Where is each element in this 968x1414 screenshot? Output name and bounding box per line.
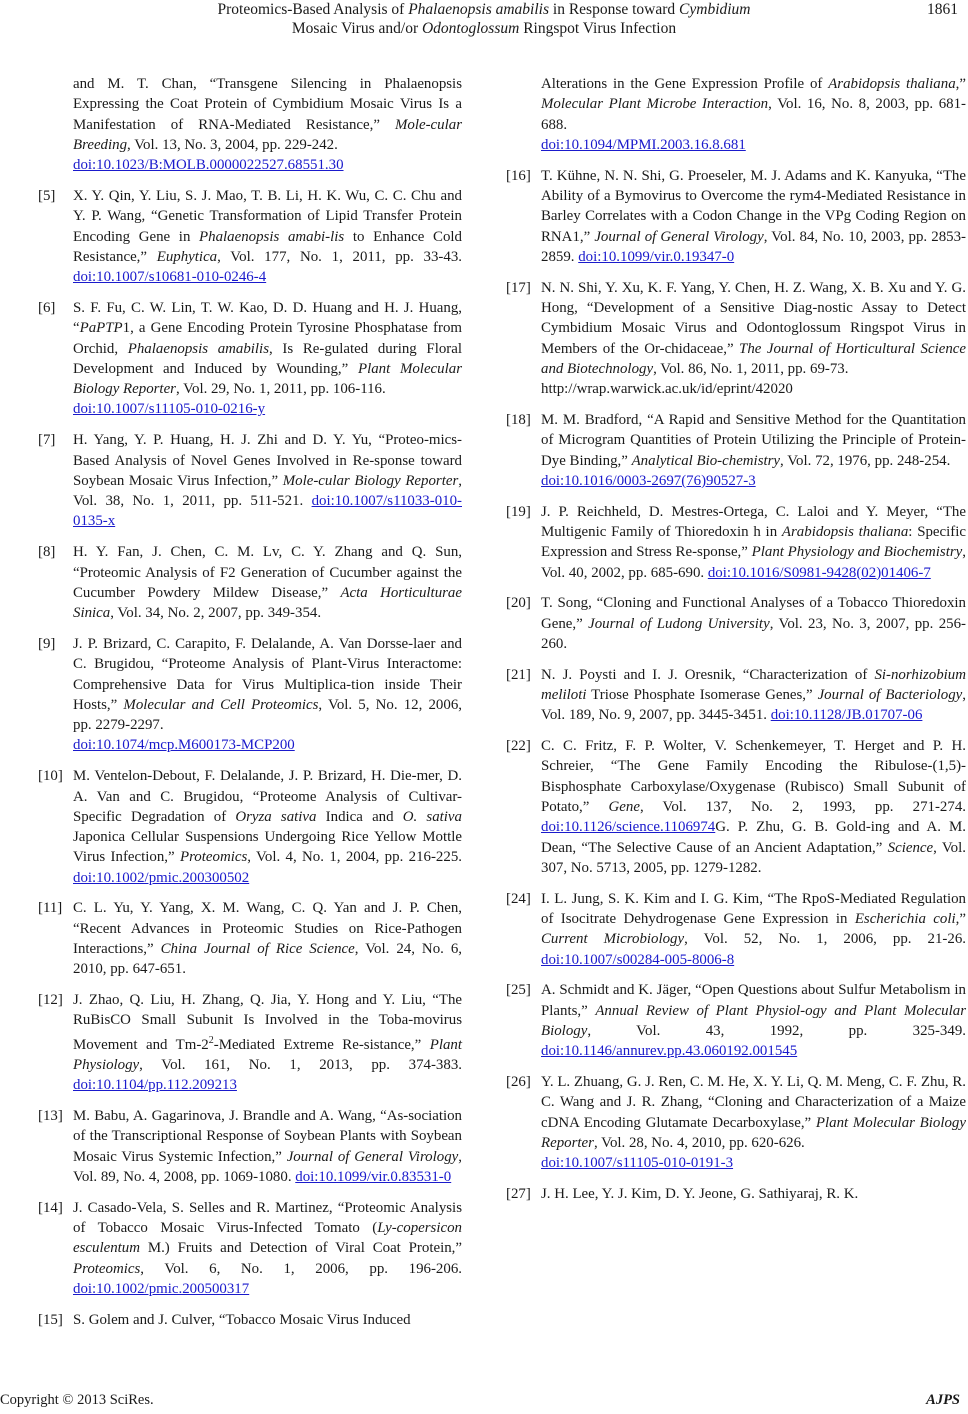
doi-link[interactable]: doi:10.1023/B:MOLB.0000022527.68551.30 xyxy=(73,157,344,174)
reference-number: [22] xyxy=(506,738,531,755)
doi-link[interactable]: doi:10.1016/0003-2697(76)90527-3 xyxy=(541,472,756,489)
reference-19: [19] J. P. Reichheld, D. Mestres-Ortega, C. Laloi and Y. Meyer, “The Multigenic Family of Thioredoxin h in Arabidopsis thaliana: Specific Expression and Stress Re-sponse,” Plant Physiology and Biochemistry, Vol. 40, 2002, pp. 685-690. doi:10.1016/S0981-9428(02)01406-7 xyxy=(506,503,966,581)
doi-link[interactable]: doi:10.1099/vir.0.83531-0 xyxy=(295,1169,452,1186)
reference-10: [10] M. Ventelon-Debout, F. Delalande, J. P. Brizard, H. Die-mer, D. A. Van and C. Brugidou, “Proteome Analysis of Cultivar-Specific Degradation of Oryza sativa Indica and O. sativa Japonica Cellular Suspensions Undergoing Rice Yellow Mottle Virus Infection,” Proteomics, Vol. 4, No. 1, 2004, pp. 216-225. doi:10.1002/pmic.200300502 xyxy=(38,768,462,886)
reference-number: [25] xyxy=(506,982,531,999)
reference-22: [22] C. C. Fritz, F. P. Wolter, V. Schenkemeyer, T. Herget and P. H. Schreier, “The Gene Family Encoding the Ribulose-(1,5)-Bisphosphate Carboxylase/Oxygenase (Rubisco) Small Subunit of Potato,” Gene, Vol. 137, No. 2, 1993, pp. 271-274. doi:10.1126/science.1106974G. P. Zhu, G. B. Gold-ing and A. M. Dean, “The Selective Cause of an Ancient Adaptation,” Science, Vol. 307, No. 5713, 2005, pp. 1279-1282. xyxy=(506,738,966,876)
reference-15: [15] S. Golem and J. Culver, “Tobacco Mosaic Virus Induced xyxy=(38,1310,462,1330)
reference-18: [18] M. M. Bradford, “A Rapid and Sensitive Method for the Quantitation of Microgram Quantities of Protein Utilizing the Principle of Protein-Dye Binding,” Analytical Bio-chemistry, Vol. 72, 1976, pp. 248-254. doi:10.1016/0003-2697(76)90527-3 xyxy=(506,411,966,489)
reference-number: [18] xyxy=(506,411,531,428)
reference-number: [6] xyxy=(38,299,56,316)
reference-number: [26] xyxy=(506,1074,531,1091)
reference-number: [14] xyxy=(38,1199,63,1216)
doi-link[interactable]: doi:10.1002/pmic.200500317 xyxy=(73,1281,250,1297)
reference-16: [16] T. Kühne, N. N. Shi, G. Proeseler, M. J. Adams and K. Kanyuka, “The Ability of a Bymovirus to Overcome the rym4-Mediated Resistance in Barley Correlates with a Codon Change in the VPg Coding Region on RNA1,” Journal of General Virology, Vol. 84, No. 10, 2003, pp. 2853-2859. doi:10.1099/vir.0.19347-0 xyxy=(506,167,966,265)
reference-8: [8] H. Y. Fan, J. Chen, C. M. Lv, C. Y. Zhang and Q. Sun, “Proteomic Analysis of F2 Generation of Cucumber against the Cucumber Powdery Mildew Disease,” Acta Horticulturae Sinica, Vol. 34, No. 2, 2007, pp. 349-354. xyxy=(38,544,462,622)
reference-14: [14] J. Casado-Vela, S. Selles and R. Martinez, “Proteomic Analysis of Tobacco Mosaic Virus-Infected Tomato (Ly-copersicon esculentum M.) Fruits and Detection of Viral Coat Protein,” Proteomics, Vol. 6, No. 1, 2006, pp. 196-206. doi:10.1002/pmic.200500317 xyxy=(38,1199,462,1297)
reference-15-continuation: Alterations in the Gene Expression Profile of Arabidopsis thaliana,” Molecular Plant Microbe Interaction, Vol. 16, No. 8, 2003, pp. 681-688. doi:10.1094/MPMI.2003.16.8.681 xyxy=(541,76,967,153)
reference-27: [27] J. H. Lee, Y. J. Kim, D. Y. Jeone, G. Sathiyaraj, R. K. xyxy=(506,1184,966,1204)
doi-link[interactable]: doi:10.1007/s11033-010-0135-x xyxy=(73,493,462,530)
doi-link[interactable]: doi:10.1016/S0981-9428(02)01406-7 xyxy=(707,564,931,581)
reference-number: [12] xyxy=(38,992,63,1009)
reference-number: [21] xyxy=(506,666,531,683)
doi-link[interactable]: doi:10.1128/JB.01707-06 xyxy=(770,707,923,724)
reference-9: [9] J. P. Brizard, C. Carapito, F. Delalande, A. Van Dorsse-laer and C. Brugidou, “Proteome Analysis of Plant-Virus Interactome: Comprehensive Data for Virus Multiplica-tion inside Their Hosts,” Molecular and Cell Proteomics, Vol. 5, No. 12, 2006, pp. 2279-2297. doi:10.1074/mcp.M600173-MCP200 xyxy=(38,635,462,754)
doi-link[interactable]: doi:10.1146/annurev.pp.43.060192.001545 xyxy=(541,1043,798,1060)
reference-number: [27] xyxy=(506,1186,531,1203)
reference-25: [25] A. Schmidt and K. Jäger, “Open Questions about Sulfur Metabolism in Plants,” Annual Review of Plant Physiol-ogy and Plant Molecular Biology, Vol. 43, 1992, pp. 325-349. doi:10.1146/annurev.pp.43.060192.001545 xyxy=(506,982,966,1060)
doi-link[interactable]: doi:10.1007/s11105-010-0191-3 xyxy=(541,1155,734,1172)
doi-link[interactable]: doi:10.1094/MPMI.2003.16.8.681 xyxy=(541,136,746,153)
reference-12: [12] J. Zhao, Q. Liu, H. Zhang, Q. Jia, Y. Hong and Y. Liu, “The RuBisCO Small Subunit Is Involved in the Toba-movirus Movement and $Tm-2^2$-Mediated Extreme Re-sistance,” Plant Physiology, Vol. 161, No. 1, 2013, pp. 374-383. doi:10.1104/pp.112.209213 xyxy=(38,992,462,1094)
reference-number: [8] xyxy=(38,544,56,561)
doi-link[interactable]: doi:10.1007/s11105-010-0216-y xyxy=(73,401,266,418)
running-header xyxy=(0,0,968,44)
reference-number: [13] xyxy=(38,1108,63,1125)
reference-26: [26] Y. L. Zhuang, G. J. Ren, C. M. He, X. Y. Li, Q. M. Meng, C. F. Zhu, R. C. Wang and J. R. Zhang, “Cloning and Characterization of a Maize cDNA Encoding Glutamate Decarboxylase,” Plant Molecular Biology Reporter, Vol. 28, No. 4, 2010, pp. 620-626. doi:10.1007/s11105-010-0191-3 xyxy=(506,1074,966,1172)
reference-21: [21] N. J. Poysti and I. J. Oresnik, “Characterization of Si-norhizobium meliloti Triose Phosphate Isomerase Genes,” Journal of Bacteriology, Vol. 189, No. 9, 2007, pp. 3445-3451. doi:10.1128/JB.01707-06 xyxy=(506,666,967,724)
reference-number: [5] xyxy=(38,187,56,204)
reference-url[interactable]: http://wrap.warwick.ac.uk/id/eprint/42020 xyxy=(541,381,793,398)
reference-5: [5] X. Y. Qin, Y. Liu, S. J. Mao, T. B. Li, H. K. Wu, C. C. Chu and Y. P. Wang, “Genetic Transformation of Lipid Transfer Protein Encoding Gene in Phalaenopsis amabi-lis to Enhance Cold Resistance,” Euphytica, Vol. 177, No. 1, 2011, pp. 33-43. doi:10.1007/s10681-010-0246-4 xyxy=(38,187,463,286)
doi-link[interactable]: doi:10.1007/s10681-010-0246-4 xyxy=(73,269,267,286)
page-number: 1861 xyxy=(927,1,958,18)
reference-number: [20] xyxy=(506,595,531,612)
reference-20: [20] T. Song, “Cloning and Functional Analyses of a Tobacco Thioredoxin Gene,” Journal of Ludong University, Vol. 23, No. 3, 2007, pp. 256-260. xyxy=(506,595,966,652)
reference-number: [17] xyxy=(506,279,531,296)
reference-number: [16] xyxy=(506,167,531,184)
reference-number: [9] xyxy=(38,635,56,652)
reference-number: [7] xyxy=(38,432,56,449)
reference-number: [11] xyxy=(38,900,63,917)
header-title-line2: Mosaic Virus and/or Odontoglossum Ringspot Virus Infection xyxy=(291,20,677,37)
doi-link[interactable]: doi:10.1007/s00284-005-8006-8 xyxy=(541,951,735,968)
reference-number: [24] xyxy=(506,890,531,907)
reference-4-continuation: and M. T. Chan, “Transgene Silencing in Phalaenopsis Expressing the Coat Protein of Cymbidium Mosaic Virus Is a Manifestation of RNA-Mediated Resistance,” Mole-cular Breeding, Vol. 13, No. 3, 2004, pp. 229-242. doi:10.1023/B:MOLB.0000022527.68551.30 xyxy=(73,76,462,174)
doi-link[interactable]: doi:10.1104/pp.112.209213 xyxy=(73,1077,237,1094)
reference-6: [6] S. F. Fu, C. W. Lin, T. W. Kao, D. D. Huang and H. J. Huang, “PaPTP1, a Gene Encoding Protein Tyrosine Phosphatase from Orchid, Phalaenopsis amabilis, Is Re-gulated during Floral Development and Induced by Wounding,” Plant Molecular Biology Reporter, Vol. 29, No. 1, 2011, pp. 106-116. doi:10.1007/s11105-010-0216-y xyxy=(38,299,462,418)
right-column xyxy=(506,74,966,1215)
doi-link[interactable]: doi:10.1002/pmic.200300502 xyxy=(73,869,250,886)
reference-7: [7] H. Yang, Y. P. Huang, H. J. Zhi and D. Y. Yu, “Proteo-mics-Based Analysis of Novel Genes Involved in Re-sponse toward Soybean Mosaic Virus Infection,” Mole-cular Biology Reporter, Vol. 38, No. 1, 2011, pp. 511-521. doi:10.1007/s11033-010-0135-x xyxy=(38,432,463,530)
reference-13: [13] M. Babu, A. Gagarinova, J. Brandle and A. Wang, “As-sociation of the Transcriptional Response of Soybean Plants with Soybean Mosaic Virus Systemic Infection,” Journal of General Virology, Vol. 89, No. 4, 2008, pp. 1069-1080. doi:10.1099/vir.0.83531-0 xyxy=(38,1108,463,1186)
left-column xyxy=(38,74,462,1330)
journal-abbreviation: AJPS xyxy=(926,1392,960,1408)
copyright-notice: Copyright © 2013 SciRes. xyxy=(0,1392,154,1408)
reference-number: [15] xyxy=(38,1311,63,1328)
reference-24: [24] I. L. Jung, S. K. Kim and I. G. Kim, “The RpoS-Mediated Regulation of Isocitrate Dehydrogenase Gene Expression in Escherichia coli,” Current Microbiology, Vol. 52, No. 1, 2006, pp. 21-26. doi:10.1007/s00284-005-8006-8 xyxy=(506,890,966,968)
doi-link[interactable]: doi:10.1099/vir.0.19347-0 xyxy=(578,248,735,265)
doi-link[interactable]: doi:10.1126/science.1106974 xyxy=(541,819,716,836)
reference-17: [17] N. N. Shi, Y. Xu, K. F. Yang, Y. Chen, H. Z. Wang, X. B. Xu and Y. G. Hong, “Development of a Sensitive Diag-nostic Assay to Detect Cymbidium Mosaic Virus and Odontoglossum Ringspot Virus in Members of the Or-chidaceae,” The Journal of Horticultural Science and Biotechnology, Vol. 86, No. 1, 2011, pp. 69-73. http://wrap.warwick.ac.uk/id/eprint/42020 xyxy=(506,279,966,398)
doi-link[interactable]: doi:10.1074/mcp.M600173-MCP200 xyxy=(73,737,295,754)
header-title-line1: Proteomics-Based Analysis of Phalaenopsis amabilis in Response toward Cymbidium xyxy=(217,1,751,18)
reference-number: [10] xyxy=(38,768,63,785)
reference-number: [19] xyxy=(506,503,531,520)
reference-11: [11] C. L. Yu, Y. Yang, X. M. Wang, C. Q. Yan and J. P. Chen, “Recent Advances in Proteomic Studies on Rice-Pathogen Interactions,” China Journal of Rice Science, Vol. 24, No. 6, 2010, pp. 647-651. xyxy=(38,900,463,978)
